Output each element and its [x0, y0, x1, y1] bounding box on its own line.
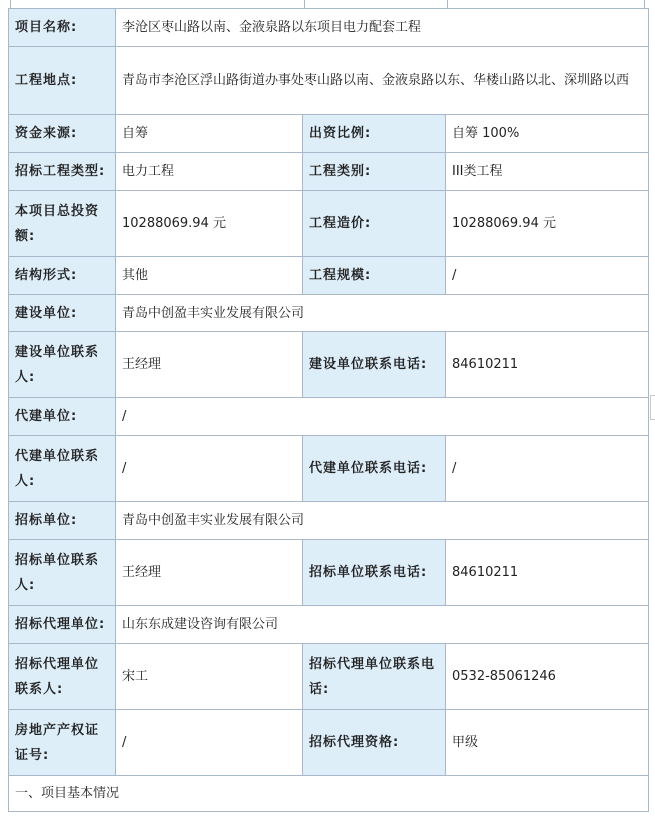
project-cost-label: 工程造价: — [303, 191, 446, 257]
tender-agent-contact-label: 招标代理单位联系人: — [9, 644, 116, 710]
row-project-name — [9, 9, 649, 47]
builder-phone-label: 建设单位联系电话: — [303, 332, 446, 398]
location-label: 工程地点: — [9, 47, 116, 115]
project-scale-value: / — [446, 257, 649, 295]
agent-builder-contact-value: / — [116, 436, 303, 502]
project-cost-value: 10288069.94 元 — [446, 191, 649, 257]
builder-contact-value: 王经理 — [116, 332, 303, 398]
row-agent-builder — [9, 398, 649, 436]
previous-table-edge — [10, 0, 645, 8]
property-certificate-label: 房地产产权证证号: — [9, 710, 116, 776]
funding-ratio-label: 出资比例: — [303, 115, 446, 153]
agent-builder-value: / — [116, 398, 649, 436]
agent-builder-phone-label: 代建单位联系电话: — [303, 436, 446, 502]
project-category-label: 工程类别: — [303, 153, 446, 191]
location-value: 青岛市李沧区浮山路街道办事处枣山路以南、金液泉路以东、华楼山路以北、深圳路以西 — [116, 47, 649, 115]
project-category-value: III类工程 — [446, 153, 649, 191]
agent-qualification-value: 甲级 — [446, 710, 649, 776]
agent-builder-phone-value: / — [446, 436, 649, 502]
row-bid-type — [9, 153, 649, 191]
builder-phone-value: 84610211 — [446, 332, 649, 398]
tenderer-phone-value: 84610211 — [446, 540, 649, 606]
funding-source-value: 自筹 — [116, 115, 303, 153]
row-agent-builder-contact — [9, 436, 649, 502]
row-tenderer-contact — [9, 540, 649, 606]
tenderer-phone-label: 招标单位联系电话: — [303, 540, 446, 606]
row-tenderer — [9, 502, 649, 540]
row-real-estate — [9, 710, 649, 776]
funding-source-label: 资金来源: — [9, 115, 116, 153]
total-investment-label: 本项目总投资额: — [9, 191, 116, 257]
tenderer-contact-label: 招标单位联系人: — [9, 540, 116, 606]
scroll-edge-marker — [650, 395, 655, 420]
builder-value: 青岛中创盈丰实业发展有限公司 — [116, 295, 649, 332]
row-investment — [9, 191, 649, 257]
builder-contact-label: 建设单位联系人: — [9, 332, 116, 398]
tenderer-label: 招标单位: — [9, 502, 116, 540]
row-tender-agent-contact — [9, 644, 649, 710]
row-funding — [9, 115, 649, 153]
row-structure — [9, 257, 649, 295]
property-certificate-value: / — [116, 710, 303, 776]
section-title: 一、项目基本情况 — [9, 776, 649, 812]
tenderer-value: 青岛中创盈丰实业发展有限公司 — [116, 502, 649, 540]
row-builder-contact — [9, 332, 649, 398]
total-investment-value: 10288069.94 元 — [116, 191, 303, 257]
row-section-title — [9, 776, 649, 812]
tenderer-contact-value: 王经理 — [116, 540, 303, 606]
bid-type-label: 招标工程类型: — [9, 153, 116, 191]
tender-agent-label: 招标代理单位: — [9, 606, 116, 644]
project-name-label: 项目名称: — [9, 9, 116, 47]
agent-qualification-label: 招标代理资格: — [303, 710, 446, 776]
agent-builder-label: 代建单位: — [9, 398, 116, 436]
funding-ratio-value: 自筹 100% — [446, 115, 649, 153]
project-scale-label: 工程规模: — [303, 257, 446, 295]
builder-label: 建设单位: — [9, 295, 116, 332]
row-tender-agent — [9, 606, 649, 644]
tender-agent-phone-label: 招标代理单位联系电话: — [303, 644, 446, 710]
agent-builder-contact-label: 代建单位联系人: — [9, 436, 116, 502]
tender-agent-phone-value: 0532-85061246 — [446, 644, 649, 710]
structure-type-value: 其他 — [116, 257, 303, 295]
project-name-value: 李沧区枣山路以南、金液泉路以东项目电力配套工程 — [116, 9, 649, 47]
tender-agent-value: 山东东成建设咨询有限公司 — [116, 606, 649, 644]
row-location — [9, 47, 649, 115]
tender-agent-contact-value: 宋工 — [116, 644, 303, 710]
structure-type-label: 结构形式: — [9, 257, 116, 295]
bid-type-value: 电力工程 — [116, 153, 303, 191]
project-info-table — [8, 8, 649, 812]
row-builder — [9, 295, 649, 332]
